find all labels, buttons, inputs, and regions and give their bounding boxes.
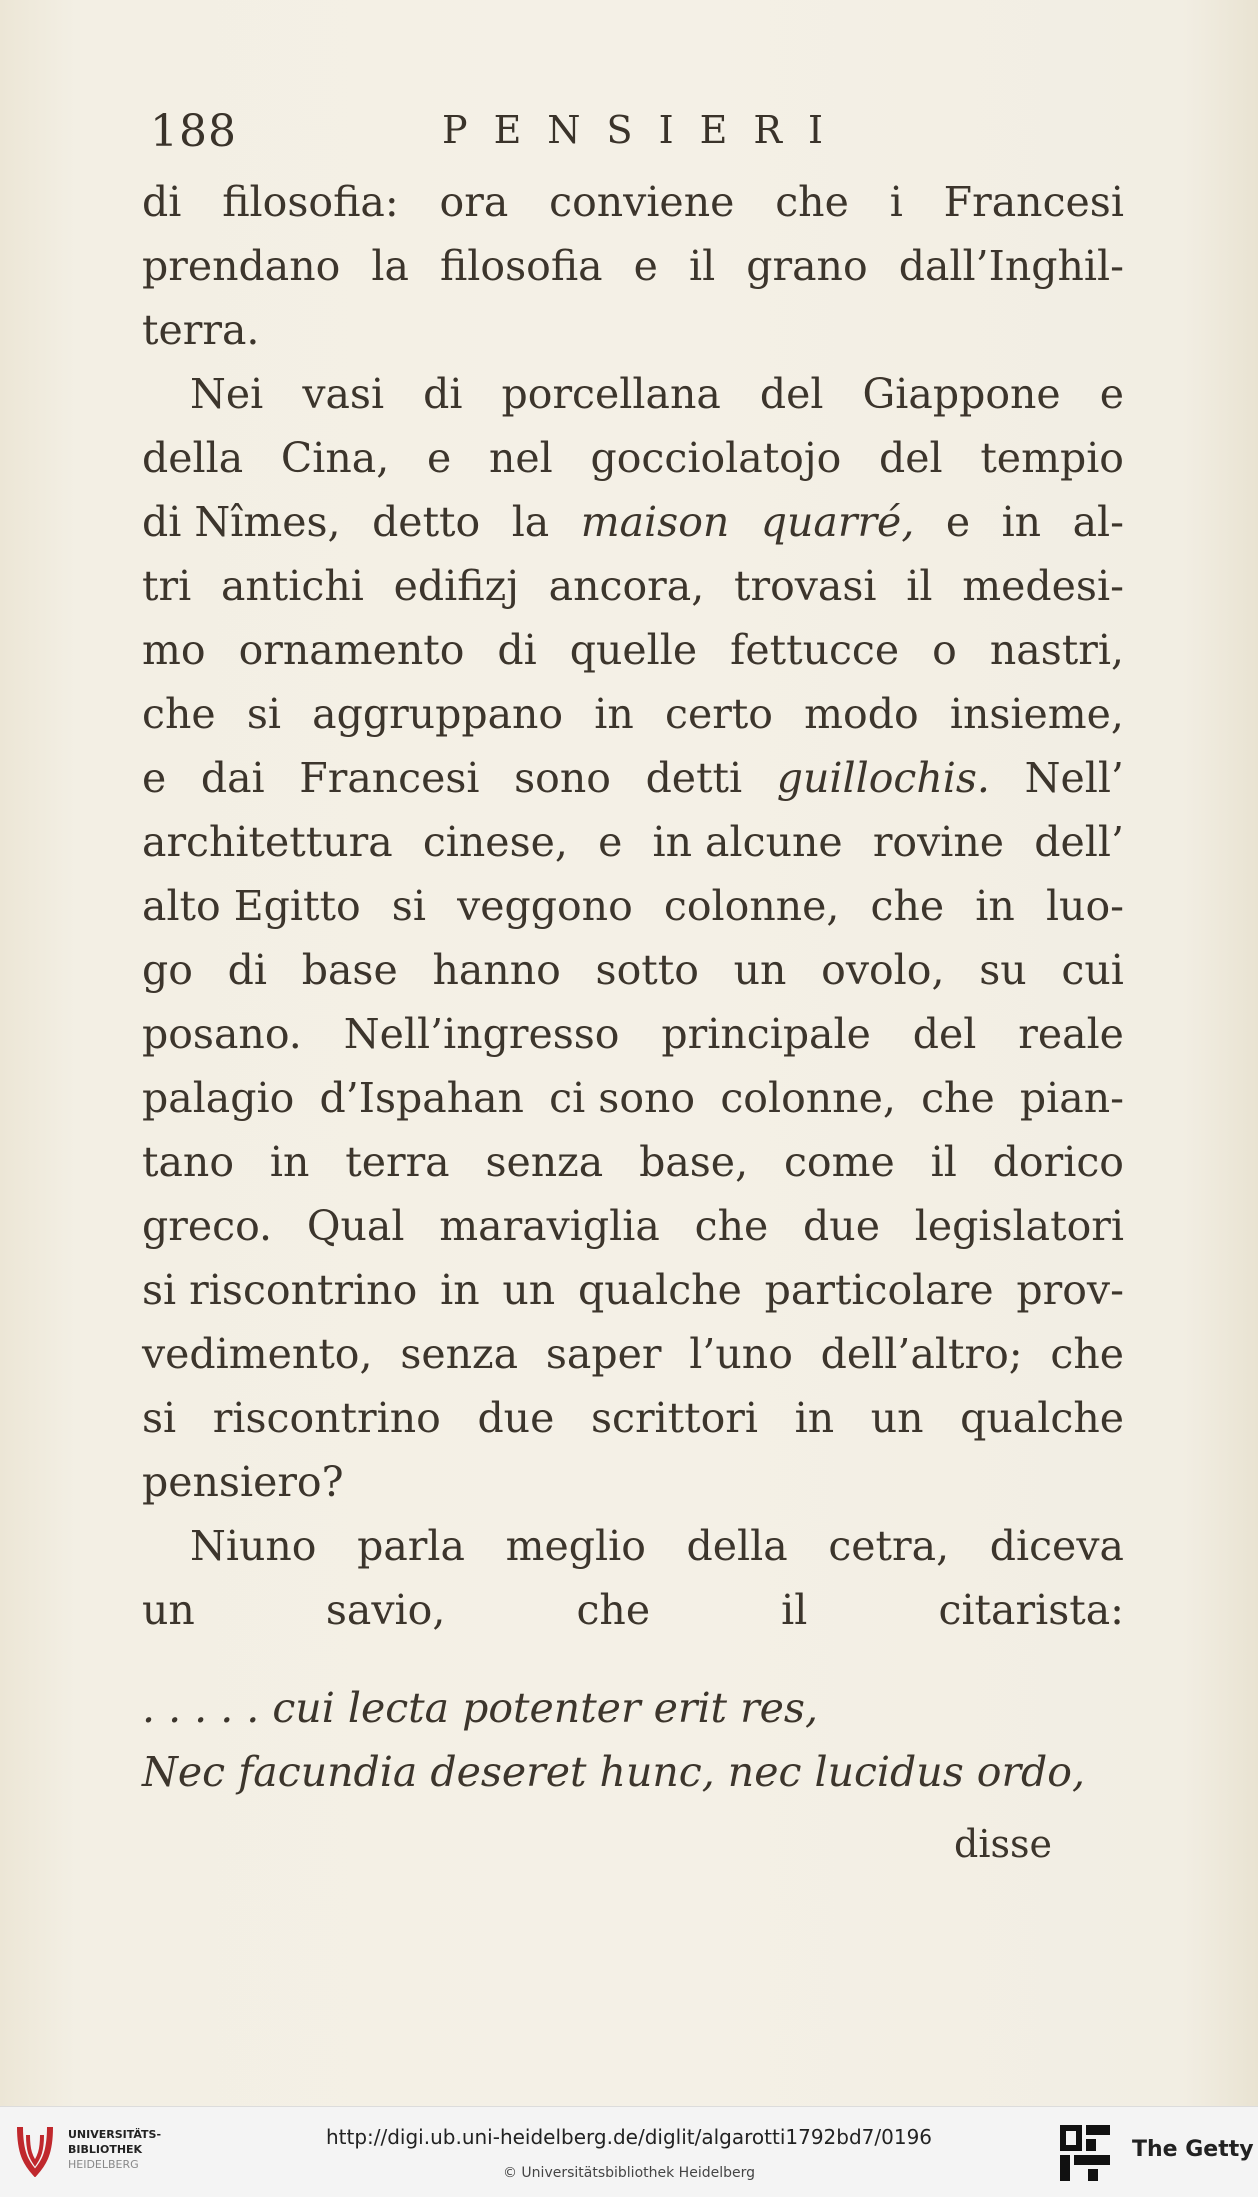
page-number: 188: [150, 106, 237, 157]
word: si: [246, 690, 281, 738]
text-line: [142, 426, 1124, 490]
word: Nell’ingresso: [343, 1010, 620, 1058]
word: maison: [580, 498, 730, 546]
word: di: [497, 626, 537, 674]
word: in: [269, 1138, 310, 1186]
word: parla: [357, 1522, 465, 1570]
text-line: [142, 1130, 1124, 1194]
word: quarré,: [760, 498, 915, 546]
word: pian-: [1019, 1074, 1124, 1122]
word: Qual: [306, 1202, 405, 1250]
word: antichi: [220, 562, 364, 610]
word: della: [142, 434, 244, 482]
word: filosofia: [439, 242, 603, 290]
word: Nei: [190, 370, 264, 418]
word: al-: [1072, 498, 1124, 546]
word: diceva: [989, 1522, 1124, 1570]
word: che: [142, 690, 216, 738]
text-line: [142, 810, 1124, 874]
word: prov-: [1016, 1266, 1124, 1314]
word: i: [889, 178, 903, 226]
text-line: [142, 746, 1124, 810]
word: vasi: [302, 370, 385, 418]
text-line: [142, 490, 1124, 554]
word: come: [783, 1138, 895, 1186]
text-line: [142, 1450, 1124, 1514]
getty-logo-icon[interactable]: [1058, 2123, 1112, 2183]
word: colonne,: [720, 1074, 896, 1122]
quote-line: Nec facundia deseret hunc, nec lucidus ordo,: [142, 1748, 1086, 1796]
word: di: [423, 370, 463, 418]
word: il: [688, 242, 716, 290]
word: medesi-: [962, 562, 1124, 610]
word: hanno: [432, 946, 561, 994]
word: tano: [142, 1138, 235, 1186]
quote-line: . . . . . cui lecta potenter erit res,: [142, 1684, 818, 1732]
word: trovasi: [734, 562, 877, 610]
word: sono: [514, 754, 611, 802]
text-line: [142, 1066, 1124, 1130]
word: e: [1099, 370, 1124, 418]
word: della: [686, 1522, 788, 1570]
word: d’Ispahan: [319, 1074, 524, 1122]
word: vedimento,: [142, 1330, 373, 1378]
word: il: [930, 1138, 957, 1186]
library-line-2: BIBLIOTHEK: [68, 2143, 143, 2156]
word: dall’Inghil-: [898, 242, 1124, 290]
word: conviene: [549, 178, 735, 226]
word: savio,: [325, 1586, 446, 1634]
word: di: [227, 946, 268, 994]
word: detti: [645, 754, 743, 802]
word: dell’: [1034, 818, 1124, 866]
word: filosofia:: [222, 178, 399, 226]
word: certo: [664, 690, 773, 738]
word: del: [878, 434, 943, 482]
word: Nell’: [1024, 754, 1124, 802]
word: un: [733, 946, 787, 994]
word: ci sono: [549, 1074, 696, 1122]
catchword: disse: [954, 1822, 1052, 1866]
word: tempio: [980, 434, 1124, 482]
word: go: [142, 946, 193, 994]
word: aggruppano: [312, 690, 564, 738]
word: saper: [545, 1330, 662, 1378]
word: la: [371, 242, 409, 290]
word: in: [594, 690, 634, 738]
word: che: [576, 1586, 651, 1634]
word: che: [921, 1074, 995, 1122]
word: in: [1001, 498, 1042, 546]
library-line-3: HEIDELBERG: [68, 2158, 139, 2171]
word: senza: [485, 1138, 604, 1186]
word: e: [633, 242, 658, 290]
word: che: [870, 882, 945, 930]
word: due: [477, 1394, 555, 1442]
word: nel: [488, 434, 553, 482]
word: un: [870, 1394, 924, 1442]
catchword-row: [142, 1812, 1124, 1882]
word: e: [142, 754, 167, 802]
word: sotto: [595, 946, 699, 994]
word: che: [694, 1202, 769, 1250]
word: che: [1050, 1330, 1124, 1378]
word: quelle: [569, 626, 698, 674]
text-line: [142, 362, 1124, 426]
text-line: [142, 618, 1124, 682]
text-line: [142, 1578, 1124, 1642]
word: particolare: [764, 1266, 994, 1314]
word: si riscontrino: [142, 1266, 418, 1314]
word: dai: [200, 754, 265, 802]
word: che: [775, 178, 849, 226]
word: in: [794, 1394, 835, 1442]
word: del: [759, 370, 824, 418]
body-lines: [142, 170, 1124, 1642]
word: Cina,: [280, 434, 390, 482]
word: di Nîmes,: [142, 498, 341, 546]
word: ora: [439, 178, 509, 226]
word: pensiero?: [142, 1458, 344, 1506]
body-text: [142, 170, 1124, 1882]
word: la: [511, 498, 550, 546]
word: Giappone: [862, 370, 1061, 418]
word: ancora,: [548, 562, 705, 610]
word: Francesi: [299, 754, 480, 802]
permalink-url[interactable]: http://digi.ub.uni-heidelberg.de/diglit/algarotti1792bd7/0196: [325, 2125, 933, 2149]
word: terra: [345, 1138, 450, 1186]
word: cui: [1061, 946, 1124, 994]
word: su: [979, 946, 1027, 994]
word: riscontrino: [212, 1394, 441, 1442]
latin-quotation: [142, 1676, 1124, 1804]
library-line-1: UNIVERSITÄTS-: [68, 2128, 162, 2141]
word: grano: [746, 242, 868, 290]
word: qualche: [578, 1266, 742, 1314]
running-head-title: PENSIERI: [442, 108, 849, 152]
word: dell’altro;: [820, 1330, 1023, 1378]
text-line: [142, 874, 1124, 938]
word: cinese,: [422, 818, 568, 866]
word: alto Egitto: [142, 882, 361, 930]
word: guillochis.: [776, 754, 990, 802]
text-line: [142, 234, 1124, 298]
text-line: [142, 1258, 1124, 1322]
word: del: [912, 1010, 977, 1058]
word: un: [502, 1266, 556, 1314]
word: qualche: [960, 1394, 1124, 1442]
word: Niuno: [190, 1522, 317, 1570]
word: mo: [142, 626, 206, 674]
word: ornamento: [238, 626, 465, 674]
word: architettura: [142, 818, 393, 866]
word: di: [142, 178, 182, 226]
word: scrittori: [590, 1394, 759, 1442]
text-line: [142, 554, 1124, 618]
text-line: [142, 298, 1124, 362]
word: il: [781, 1586, 808, 1634]
text-line: [142, 1194, 1124, 1258]
word: e: [427, 434, 452, 482]
word: base: [301, 946, 398, 994]
word: dorico: [992, 1138, 1124, 1186]
text-line: [142, 1386, 1124, 1450]
word: veggono: [457, 882, 633, 930]
text-line: [142, 1002, 1124, 1066]
word: gocciolatojo: [590, 434, 842, 482]
text-line: [142, 1322, 1124, 1386]
text-line: [142, 170, 1124, 234]
word: Francesi: [943, 178, 1124, 226]
word: ovolo,: [821, 946, 945, 994]
word: un: [142, 1586, 195, 1634]
word: posano.: [142, 1010, 302, 1058]
word: nastri,: [989, 626, 1124, 674]
word: edifizj: [393, 562, 519, 610]
word: reale: [1018, 1010, 1124, 1058]
word: palagio: [142, 1074, 295, 1122]
word: prendano: [142, 242, 341, 290]
word: tri: [142, 562, 192, 610]
text-line: [142, 938, 1124, 1002]
word: modo: [804, 690, 919, 738]
word: l’uno: [689, 1330, 793, 1378]
word: si: [142, 1394, 177, 1442]
word: insieme,: [949, 690, 1124, 738]
word: e: [598, 818, 623, 866]
word: porcellana: [501, 370, 721, 418]
word: greco.: [142, 1202, 273, 1250]
text-line: [142, 682, 1124, 746]
digitization-footer: [0, 2106, 1258, 2197]
word: legislatori: [914, 1202, 1124, 1250]
word: si: [391, 882, 426, 930]
word: principale: [661, 1010, 871, 1058]
word: colonne,: [663, 882, 840, 930]
word: e: [945, 498, 971, 546]
word: in: [440, 1266, 480, 1314]
word: luo-: [1045, 882, 1124, 930]
copyright-notice: © Universitätsbibliothek Heidelberg: [502, 2165, 755, 2181]
word: terra.: [142, 306, 260, 354]
word: senza: [400, 1330, 519, 1378]
word: detto: [372, 498, 481, 546]
word: citarista:: [938, 1586, 1124, 1634]
word: due: [803, 1202, 880, 1250]
word: base,: [639, 1138, 749, 1186]
word: fettucce: [730, 626, 900, 674]
word: maraviglia: [439, 1202, 660, 1250]
word: rovine: [872, 818, 1005, 866]
word: il: [906, 562, 933, 610]
text-line: [142, 1514, 1124, 1578]
getty-name: The Getty: [1132, 2137, 1254, 2162]
running-head: [142, 100, 1142, 160]
word: in alcune: [652, 818, 843, 866]
word: o: [932, 626, 957, 674]
word: in: [975, 882, 1015, 930]
word: cetra,: [828, 1522, 950, 1570]
word: meglio: [505, 1522, 646, 1570]
